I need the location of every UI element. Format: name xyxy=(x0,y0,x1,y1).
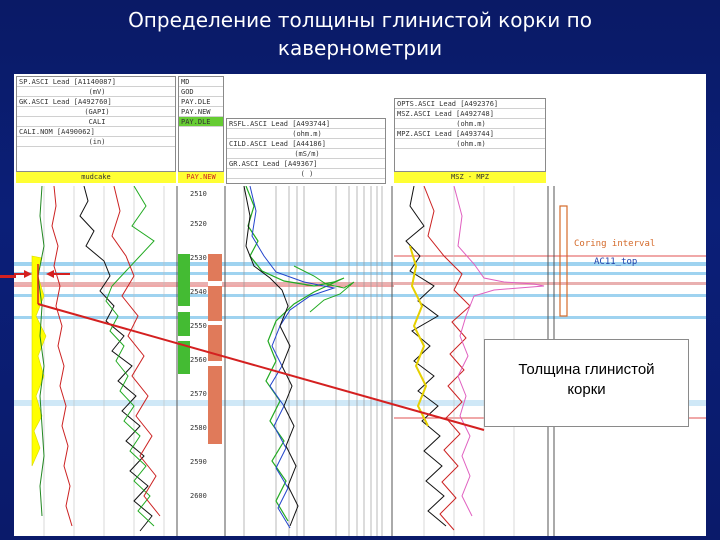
mpz-curve xyxy=(424,186,470,530)
track4-header-line: MPZ.ASCI Lead [A493744] xyxy=(395,129,545,139)
track1-header-line: (mV) xyxy=(17,87,175,97)
top-marker-label: AC11_top xyxy=(594,257,638,267)
track2-header-line: GOD xyxy=(179,87,223,97)
track4-header xyxy=(394,98,546,172)
well-log-panel xyxy=(14,74,706,536)
depth-label: 2520 xyxy=(190,220,207,228)
track2-header-line: PAY.DLE xyxy=(179,97,223,107)
gamma-curve xyxy=(80,186,152,531)
track2-header-line: PAY.NEW xyxy=(179,107,223,117)
track3-header-line: RSFL.ASCI Lead [A493744] xyxy=(227,119,385,129)
coring-interval-box xyxy=(560,206,567,316)
track1-header-line: (in) xyxy=(17,137,175,147)
callout-line-1: Толщина глинистой xyxy=(518,361,655,378)
slide-title-line-1: Определение толщины глинистой корки по xyxy=(128,8,592,32)
track1-header-line: SP.ASCI Lead [A1140087] xyxy=(17,77,175,87)
mudcake-callout xyxy=(484,339,689,427)
track3-header-line: (mS/m) xyxy=(227,149,385,159)
track1-header xyxy=(16,76,176,172)
sp-curve xyxy=(52,186,72,526)
slide-title-line-2: кавернометрии xyxy=(277,36,443,60)
track4-label: MSZ - MPZ xyxy=(394,172,546,183)
track1-header-line: CALI.NOM [A490062] xyxy=(17,127,175,137)
msz-curve xyxy=(406,186,446,526)
track1-header-line: CALI xyxy=(17,117,175,127)
depth-label: 2510 xyxy=(190,190,207,198)
track4-header-line: (ohm.m) xyxy=(395,119,545,129)
external-arrow-left xyxy=(0,275,16,278)
coring-interval-label: Coring interval xyxy=(574,239,656,249)
track3-header xyxy=(226,118,386,184)
depth-label: 2530 xyxy=(190,254,207,262)
depth-label: 2560 xyxy=(190,356,207,364)
track4-header-line: (ohm.m) xyxy=(395,139,545,149)
rsfl-curve xyxy=(246,186,344,521)
track2-pay-label: PAY.NEW xyxy=(178,172,224,183)
depth-label: 2590 xyxy=(190,458,207,466)
depth-label: 2550 xyxy=(190,322,207,330)
depth-label: 2540 xyxy=(190,288,207,296)
depth-label: 2570 xyxy=(190,390,207,398)
track3-grid xyxy=(244,186,382,536)
red-curve xyxy=(112,186,160,516)
mudcake-right-arrowhead xyxy=(46,270,54,278)
depth-labels xyxy=(190,190,207,500)
reservoir-band xyxy=(14,282,706,285)
reservoir-band xyxy=(14,272,706,275)
track3-header-line: CILD.ASCI Lead [A44186] xyxy=(227,139,385,149)
track2-header xyxy=(178,76,224,172)
depth-label: 2580 xyxy=(190,424,207,432)
track4-header-line: MSZ.ASCI Lead [A492748] xyxy=(395,109,545,119)
track3-header-line: (ohm.m) xyxy=(227,129,385,139)
track3-header-line: GR.ASCI Lead [A49367] xyxy=(227,159,385,169)
track4-header-line: OPTS.ASCI Lead [A492376] xyxy=(395,99,545,109)
track1-header-line: GK.ASCI Lead [A492760] xyxy=(17,97,175,107)
callout-line-2: корки xyxy=(567,381,606,398)
track2-header-line: PAY.DLE xyxy=(179,117,223,127)
slide-title xyxy=(0,6,720,62)
reservoir-band xyxy=(14,294,706,297)
track3-header-line: ( ) xyxy=(227,169,385,179)
mudcake-left-arrowhead xyxy=(24,270,32,278)
track1-header-line: (GAPI) xyxy=(17,107,175,117)
depth-label: 2600 xyxy=(190,492,207,500)
track1-mudcake-label: mudcake xyxy=(16,172,176,183)
track2-header-line: MD xyxy=(179,77,223,87)
